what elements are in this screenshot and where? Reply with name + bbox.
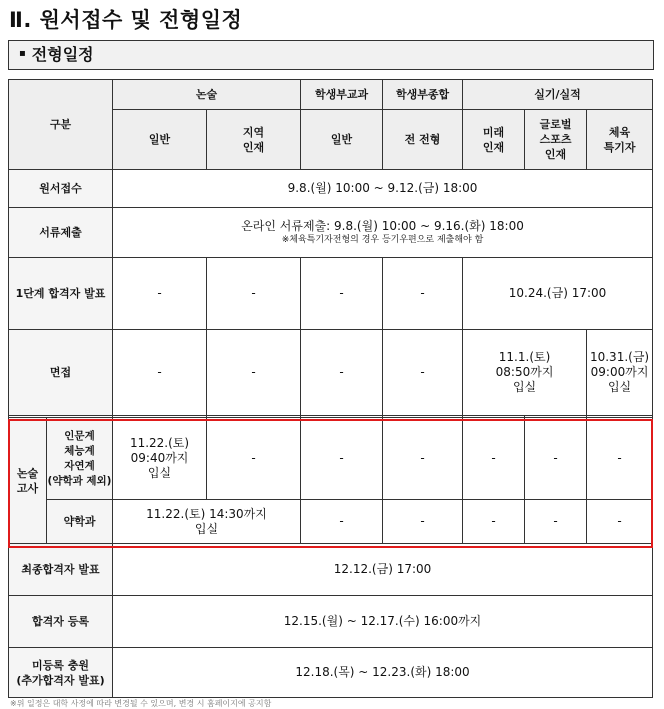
- row-label-final: 최종합격자 발표: [9, 544, 113, 596]
- header-nonsul-ilban: 일반: [113, 110, 207, 170]
- nonsul-exam-b-c6: -: [525, 500, 587, 544]
- row-label-myeonjeop: 면접: [9, 330, 113, 416]
- extra-value: 12.18.(목) ~ 12.23.(화) 18:00: [113, 648, 653, 698]
- wonseo-value: 9.8.(월) 10:00 ~ 9.12.(금) 18:00: [113, 170, 653, 208]
- seoryu-cell: [113, 208, 653, 258]
- final-value: 12.12.(금) 17:00: [113, 544, 653, 596]
- row-label-register: 합격자 등록: [9, 596, 113, 648]
- row-label-nonsul-exam: 논술 고사: [9, 418, 47, 544]
- myeonjeop-cheyuk: 10.31.(금) 09:00까지 입실: [587, 330, 653, 416]
- header-nonsul-jiyeok: 지역 인재: [207, 110, 301, 170]
- schedule-table: [8, 79, 653, 698]
- nonsul-exam-a-c4: -: [383, 418, 463, 500]
- seoryu-note: ※체육특기자전형의 경우 등기우편으로 제출해야 함: [281, 235, 484, 245]
- nonsul-exam-b-c7: -: [587, 500, 653, 544]
- register-value: 12.15.(월) ~ 12.17.(수) 16:00까지: [113, 596, 653, 648]
- header-silgi: 실기/실적: [463, 80, 653, 110]
- footnote: ※위 일정은 대학 사정에 따라 변경될 수 있으며, 변경 시 홈페이지에 공지함: [10, 699, 272, 708]
- row-label-wonseo: 원서접수: [9, 170, 113, 208]
- stage1-c3: -: [301, 258, 383, 330]
- nonsul-exam-b-c5: -: [463, 500, 525, 544]
- myeonjeop-c1: -: [113, 330, 207, 416]
- nonsul-exam-a-c3: -: [301, 418, 383, 500]
- header-gyogwa: 학생부교과: [301, 80, 383, 110]
- header-global: 글로벌 스포츠 인재: [525, 110, 587, 170]
- nonsul-exam-a-c1: 11.22.(토) 09:40까지 입실: [113, 418, 207, 500]
- myeonjeop-mirae-global: 11.1.(토) 08:50까지 입실: [463, 330, 587, 416]
- section-header: [8, 40, 654, 70]
- nonsul-exam-a-c2: -: [207, 418, 301, 500]
- row-label-extra: 미등록 충원 (추가합격자 발표): [9, 648, 113, 698]
- stage1-c4: -: [383, 258, 463, 330]
- stage1-silgi: 10.24.(금) 17:00: [463, 258, 653, 330]
- header-gubun: 구분: [9, 80, 113, 170]
- header-nonsul: 논술: [113, 80, 301, 110]
- nonsul-exam-b-label: 약학과: [47, 500, 113, 544]
- row-label-stage1: 1단계 합격자 발표: [9, 258, 113, 330]
- row-label-seoryu: 서류제출: [9, 208, 113, 258]
- header-jonghap-jeon: 전 전형: [383, 110, 463, 170]
- nonsul-exam-a-c7: -: [587, 418, 653, 500]
- header-jonghap: 학생부종합: [383, 80, 463, 110]
- nonsul-exam-b-c12: 11.22.(토) 14:30까지 입실: [113, 500, 301, 544]
- stage1-c2: -: [207, 258, 301, 330]
- header-mirae: 미래 인재: [463, 110, 525, 170]
- nonsul-exam-a-c5: -: [463, 418, 525, 500]
- nonsul-exam-a-label: 인문계 체능계 자연계 (약학과 제외): [47, 418, 113, 500]
- nonsul-exam-a-c6: -: [525, 418, 587, 500]
- nonsul-exam-b-c4: -: [383, 500, 463, 544]
- myeonjeop-c3: -: [301, 330, 383, 416]
- stage1-c1: -: [113, 258, 207, 330]
- bullet-icon: ▪: [19, 47, 26, 59]
- page-title: Ⅱ. 원서접수 및 전형일정: [9, 8, 243, 32]
- header-gyogwa-ilban: 일반: [301, 110, 383, 170]
- nonsul-exam-b-c3: -: [301, 500, 383, 544]
- myeonjeop-c4: -: [383, 330, 463, 416]
- header-cheyuk: 체육 특기자: [587, 110, 653, 170]
- seoryu-value: 온라인 서류제출: 9.8.(월) 10:00 ~ 9.16.(화) 18:00: [241, 219, 524, 233]
- section-label: 전형일정: [31, 45, 94, 64]
- myeonjeop-c2: -: [207, 330, 301, 416]
